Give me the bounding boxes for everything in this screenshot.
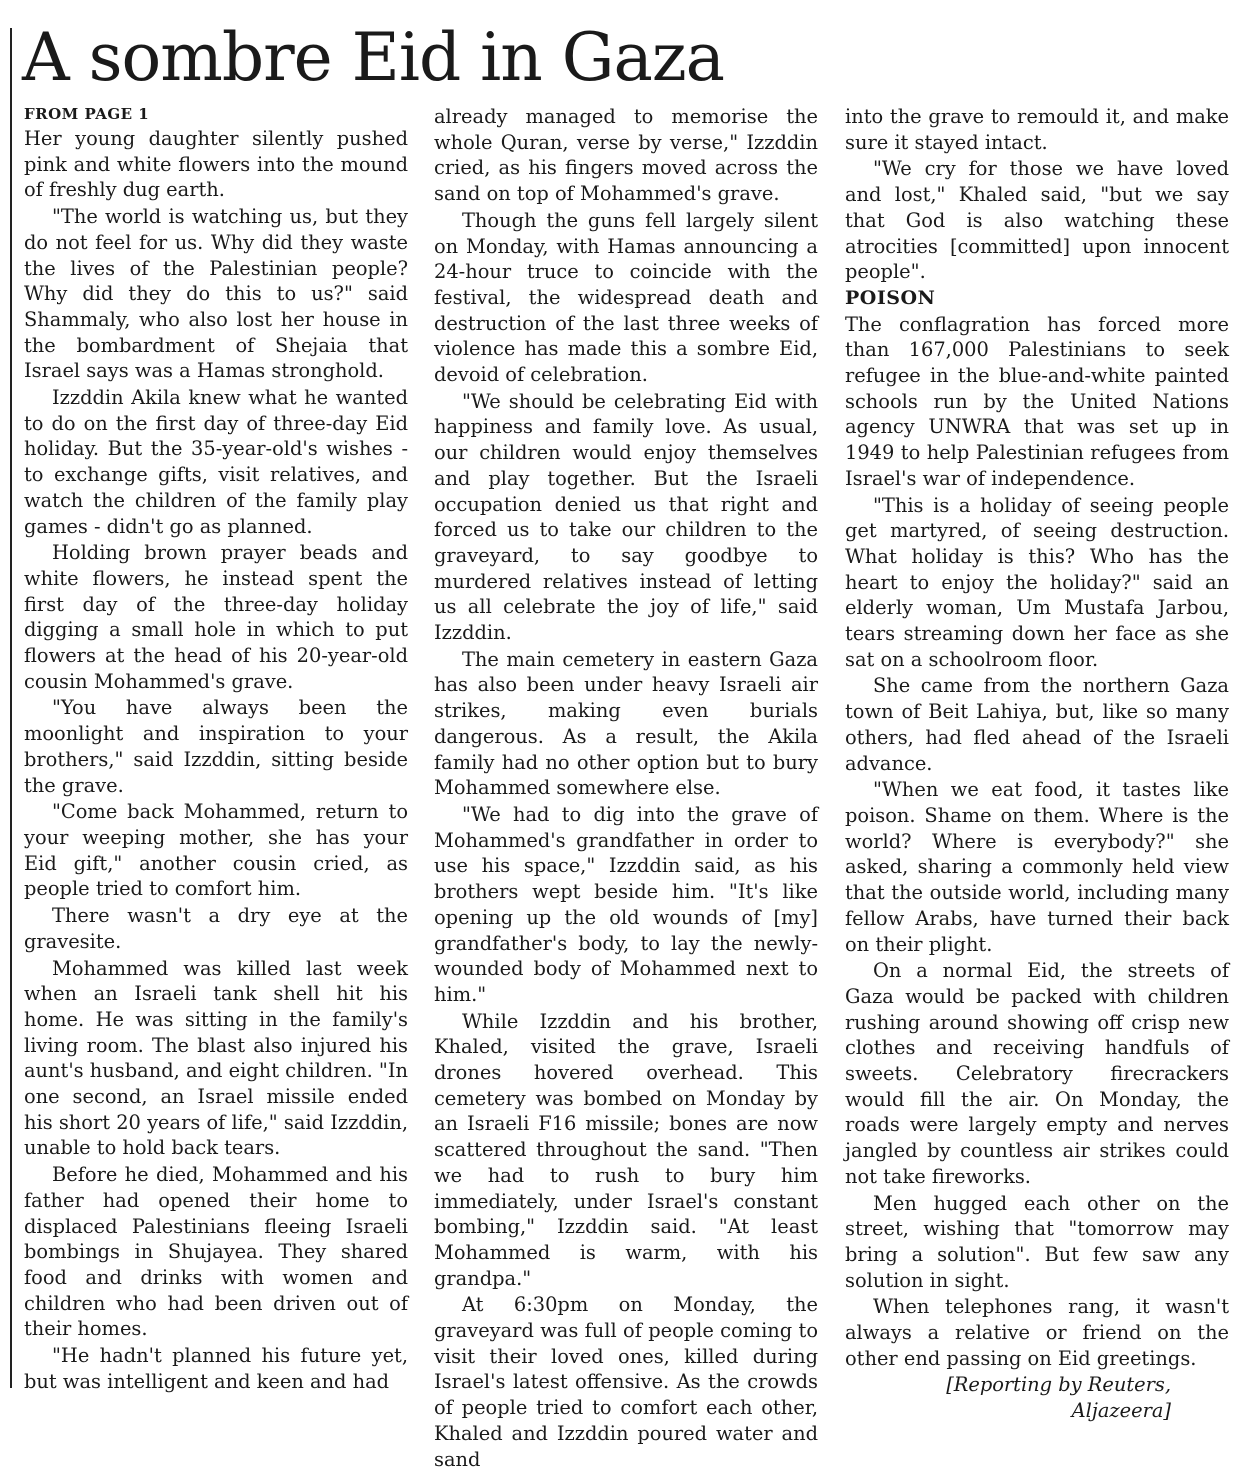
paragraph: "The world is watching us, but they do not feel for us. Why did they waste the lives of the Palestinian people? Why did they do this to us?" said Shammaly, who also lost her house in the bombardment of Shejaia that Israel says was a Hamas stronghold. — [24, 205, 408, 383]
paragraph: "Come back Mohammed, return to your weeping mother, she has your Eid gift," another cousin cried, as people tried to comfort him. — [24, 800, 408, 901]
paragraph: Before he died, Mohammed and his father had opened their home to displaced Palestinians fleeing Israeli bombings in Shujayea. They shared food and drinks with women and children who had been driven out of their homes. — [24, 1163, 408, 1341]
paragraph: On a normal Eid, the streets of Gaza would be packed with children rushing around showing off crisp new clothes and receiving handfuls of sweets. Celebratory firecrackers would fill the air. On Monday, the roads were largely empty and nerves jangled by countless air strikes could not take fireworks. — [845, 959, 1229, 1188]
paragraph: Her young daughter silently pushed pink and white flowers into the mound of freshly dug earth. — [24, 127, 408, 202]
paragraph: There wasn't a dry eye at the gravesite. — [24, 904, 408, 953]
paragraph: Men hugged each other on the street, wishing that "tomorrow may bring a solution". But few saw any solution in sight. — [845, 1191, 1229, 1292]
column-2 — [434, 104, 818, 1471]
paragraph: She came from the northern Gaza town of Beit Lahiya, but, like so many others, had fled ahead of the Israeli advance. — [845, 674, 1229, 775]
column-rule — [10, 28, 12, 1388]
paragraph: The conflagration has forced more than 167,000 Palestinians to seek refugee in the blue-and-white painted schools run by the United Nations agency UNWRA that was set up in 1949 to help Palestinian refugees from Israel's war of independence. — [845, 312, 1229, 490]
paragraph: "He hadn't planned his future yet, but was intelligent and keen and had — [24, 1344, 408, 1393]
kicker: FROM PAGE 1 — [24, 105, 150, 123]
paragraph: "When we eat food, it tastes like poison. Shame on them. Where is the world? Where is everybody?" she asked, sharing a commonly held view that the outside world, including many fellow Arabs, have turned their back on their plight. — [845, 778, 1229, 956]
column-3 — [845, 104, 1229, 1423]
paragraph: into the grave to remould it, and make sure it stayed intact. — [845, 105, 1229, 154]
paragraph: "You have always been the moonlight and inspiration to your brothers," said Izzddin, sitting beside the grave. — [24, 696, 408, 797]
headline: A sombre Eid in Gaza — [22, 19, 724, 96]
credit-line: [Reporting by Reuters, Aljazeera] — [946, 1373, 1171, 1423]
paragraph: The main cemetery in eastern Gaza has also been under heavy Israeli air strikes, making even burials dangerous. As a result, the Akila family had no other option but to bury Mohammed somewhere else. — [434, 647, 818, 800]
paragraph: Izzddin Akila knew what he wanted to do on the first day of three-day Eid holiday. But the 35-year-old's wishes - to exchange gifts, visit relatives, and watch the children of the family play games - didn't go as planned. — [24, 386, 408, 538]
paragraph: When telephones rang, it wasn't always a relative or friend on the other end passing on Eid greetings. — [845, 1295, 1229, 1370]
paragraph: While Izzddin and his brother, Khaled, visited the grave, Israeli drones hovered overhead. This cemetery was bombed on Monday by an Israeli F16 missile; bones are now scattered throughout the sand. "Then we had to rush to bury him immediately, under Israel's constant bombing," Izzddin said. "At least Mohammed is warm, with his grandpa." — [434, 1009, 818, 1290]
paragraph: "We cry for those we have loved and lost," Khaled said, "but we say that God is also watching these atrocities [committed] upon innocent people". — [845, 157, 1229, 284]
paragraph: "We should be celebrating Eid with happiness and family love. As usual, our children would enjoy themselves and play together. But the Israeli occupation denied us that right and forced us to take our children to the graveyard, to say goodbye to murdered relatives instead of letting us all celebrate the joy of life," said Izzddin. — [434, 389, 818, 645]
paragraph: "This is a holiday of seeing people get martyred, of seeing destruction. What holiday is this? Who has the heart to enjoy the holiday?" said an elderly woman, Um Mustafa Jarbou, tears streaming down her face as she sat on a schoolroom floor. — [845, 493, 1229, 671]
paragraph: Mohammed was killed last week when an Israeli tank shell hit his home. He was sitting in the family's living room. The blast also injured his aunt's husband, and eight children. "In one second, an Israel missile ended his short 20 years of life," said Izzddin, unable to hold back tears. — [24, 956, 408, 1160]
paragraph: At 6:30pm on Monday, the graveyard was full of people coming to visit their loved ones, killed during Israel's latest offensive. As the crowds of people tried to comfort each other, Khaled and Izzddin poured water and sand — [434, 1293, 818, 1471]
column-1 — [24, 104, 408, 1393]
paragraph: "We had to dig into the grave of Mohammed's grandfather in order to use his space," Izzddin said, as his brothers wept beside him. "It's like opening up the old wounds of [my] grandfather's body, to lay the newly-wounded body of Mohammed next to him." — [434, 802, 818, 1006]
paragraph: Holding brown prayer beads and white flowers, he instead spent the first day of the three-day holiday digging a small hole in which to put flowers at the head of his 20-year-old cousin Mohammed's grave. — [24, 541, 408, 693]
subhead: POISON — [845, 286, 936, 309]
paragraph: Though the guns fell largely silent on Monday, with Hamas announcing a 24-hour truce to coincide with the festival, the widespread death and destruction of the last three weeks of violence has made this a sombre Eid, devoid of celebration. — [434, 208, 818, 387]
paragraph: already managed to memorise the whole Quran, verse by verse," Izzddin cried, as his fingers moved across the sand on top of Mohammed's grave. — [434, 105, 818, 206]
